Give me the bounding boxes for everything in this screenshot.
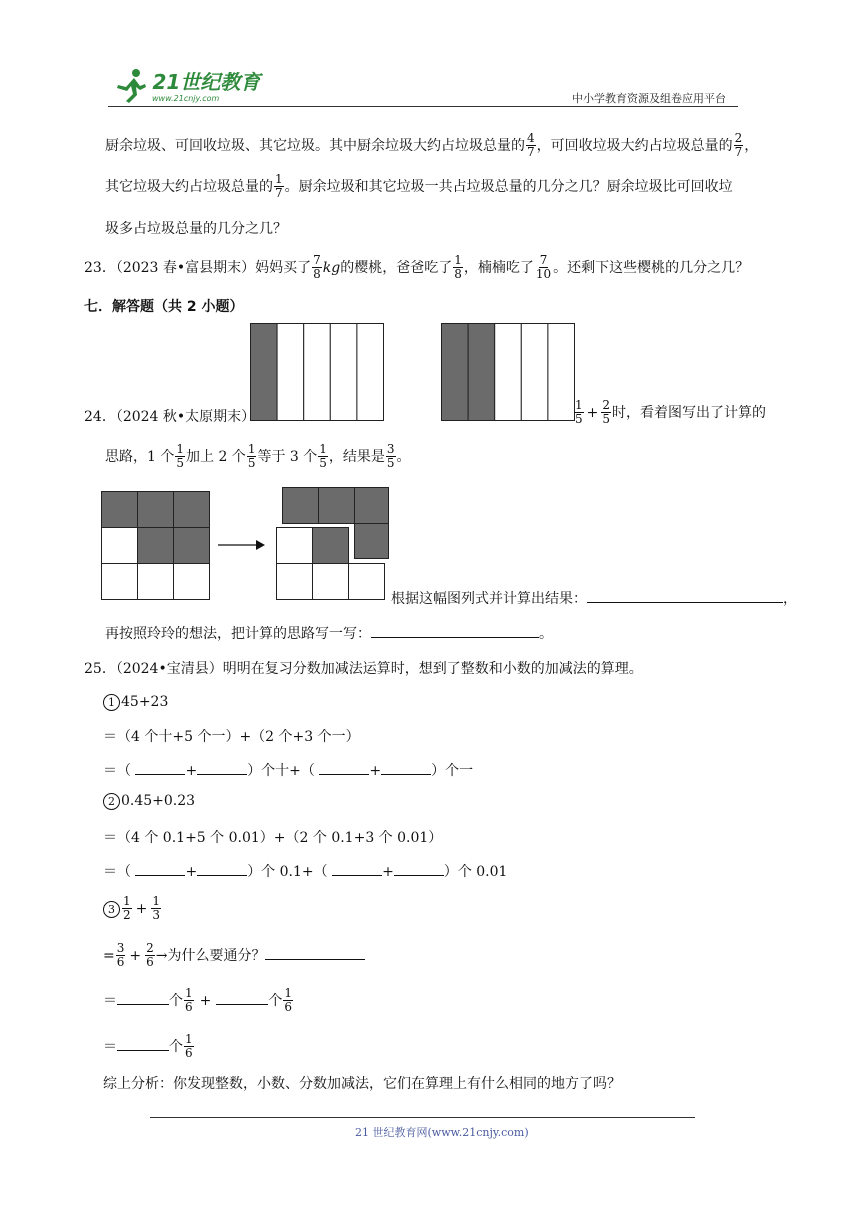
q22-line1: 厨余垃圾、可回收垃圾、其它垃圾。其中厨余垃圾大约占垃圾总量的 $\frac{4}{7}$ ，可回收垃圾大约占垃圾总量的 $\frac{2}{7}$ ， [105, 131, 759, 159]
answer-blank[interactable] [197, 760, 247, 775]
q25-case1: 1 45+23 [103, 694, 168, 711]
fraction: $\frac{1}{7}$ [275, 172, 283, 200]
arrow-icon [218, 539, 266, 551]
answer-blank[interactable] [265, 945, 365, 960]
fraction: $\frac{1}{6}$ [284, 986, 293, 1014]
q25-case3-step2: ＝ 个 $\frac{1}{6}$ + 个 $\frac{1}{6}$ [103, 986, 293, 1014]
fraction-strip-1 [250, 323, 386, 421]
q22-line2: 其它垃圾大约占垃圾总量的 $\frac{1}{7}$ 。厨余垃圾和其它垃圾一共占垃圾总量的几分之几？厨余垃圾比可回收垃 [105, 172, 733, 200]
runner-logo-icon [114, 67, 148, 103]
fraction: $\frac{2}{6}$ [146, 941, 154, 969]
circled-number: 2 [103, 793, 120, 810]
q25-title: 25．（2024•宝清县）明明在复习分数加减法运算时，想到了整数和小数的加减法的算理。 [84, 661, 643, 677]
fraction: $\frac{3}{6}$ [116, 941, 125, 969]
footer-text: 21 世纪教育网(www.21cnjy.com) [355, 1126, 529, 1139]
grid-figure-after [276, 486, 390, 602]
answer-blank[interactable] [587, 588, 783, 603]
fraction: $\frac{1}{3}$ [152, 894, 161, 922]
answer-blank[interactable] [135, 760, 185, 775]
answer-blank[interactable] [197, 861, 247, 876]
q25-case2: 2 0.45+0.23 [103, 793, 195, 810]
q25-case2-step2: ＝（ + ）个 0.1+（ + ）个 0.01 [103, 861, 507, 881]
q25-case1-step2: ＝（ + ）个十+（ + ）个一 [103, 760, 473, 780]
logo-text: 21世纪教育 [152, 70, 261, 94]
answer-blank[interactable] [135, 861, 185, 876]
answer-blank[interactable] [117, 1036, 169, 1051]
answer-blank[interactable] [371, 623, 539, 638]
q25-case3: 3 $\frac{1}{2}$ + $\frac{1}{3}$ [103, 896, 162, 922]
platform-name: 中小学教育资源及组卷应用平台 [572, 92, 726, 105]
fraction: $\frac{4}{7}$ [527, 131, 535, 159]
fraction: $\frac{1}{8}$ [454, 253, 462, 281]
answer-blank[interactable] [117, 990, 169, 1005]
fraction: $\frac{1}{5}$ [319, 442, 327, 470]
q24-line1: 24．（2024 秋•太原期末） [84, 409, 256, 425]
section-heading: 七．解答题（共 2 小题） [84, 299, 244, 315]
fraction: $\frac{2}{5}$ [602, 398, 611, 426]
answer-blank[interactable] [319, 760, 369, 775]
fraction: $\frac{7}{8}$ [313, 253, 321, 281]
q24-line4: 再按照玲玲的想法，把计算的思路写一写： 。 [105, 623, 553, 643]
q24-line3: 根据这幅图列式并计算出结果： ， [391, 588, 797, 608]
q25-case3-step3: ＝ 个 $\frac{1}{6}$ [103, 1032, 193, 1060]
fraction: $\frac{1}{2}$ [123, 894, 131, 922]
fraction: $\frac{1}{5}$ [176, 442, 184, 470]
circled-number: 1 [103, 694, 120, 711]
fraction: $\frac{2}{7}$ [734, 131, 743, 159]
logo-url: www.21cnjy.com [152, 94, 220, 103]
fraction-strip-2 [441, 323, 577, 421]
fraction: $\frac{7}{10}$ [535, 253, 552, 281]
circled-number: 3 [103, 901, 120, 918]
answer-blank[interactable] [394, 861, 444, 876]
fraction: $\frac{1}{6}$ [185, 1032, 193, 1060]
footer-rule [150, 1117, 695, 1118]
fraction: $\frac{1}{6}$ [185, 986, 193, 1014]
answer-blank[interactable] [332, 861, 382, 876]
answer-blank[interactable] [381, 760, 431, 775]
q22-line3: 圾多占垃圾总量的几分之几？ [105, 221, 287, 237]
q25-case2-step1: ＝（4 个 0.1+5 个 0.01）+（2 个 0.1+3 个 0.01） [103, 830, 443, 846]
fraction: $\frac{1}{5}$ [247, 442, 256, 470]
q25-summary: 综上分析：你发现整数，小数、分数加减法，它们在算理上有什么相同的地方了吗？ [103, 1076, 621, 1092]
q24-line2: 思路，1 个 $\frac{1}{5}$ 加上 2 个 $\frac{1}{5}$ 等于 3 个 $\frac{1}{5}$ ，结果是 $\frac{3}{5}$ 。 [105, 442, 411, 470]
answer-blank[interactable] [216, 990, 268, 1005]
q24-line1-right: $\frac{1}{5}$ + $\frac{2}{5}$ 时，看着图写出了计算的 [575, 398, 767, 426]
q25-case1-step1: ＝（4 个十+5 个一）+（2 个+3 个一） [103, 729, 360, 745]
fraction: $\frac{1}{5}$ [575, 398, 583, 426]
fraction: $\frac{3}{5}$ [386, 442, 395, 470]
q25-case3-step1: = $\frac{3}{6}$ + $\frac{2}{6}$ →为什么要通分？ [103, 943, 365, 969]
grid-figure-before [101, 491, 212, 601]
header-rule [108, 106, 738, 107]
q23: 23．（2023 春•富县期末）妈妈买了 $\frac{7}{8}$ kg的樱桃，爸爸吃了 $\frac{1}{8}$ ，楠楠吃了 $\frac{7}{10}$ 。还剩下这些樱桃的几分之几？ [84, 253, 750, 281]
